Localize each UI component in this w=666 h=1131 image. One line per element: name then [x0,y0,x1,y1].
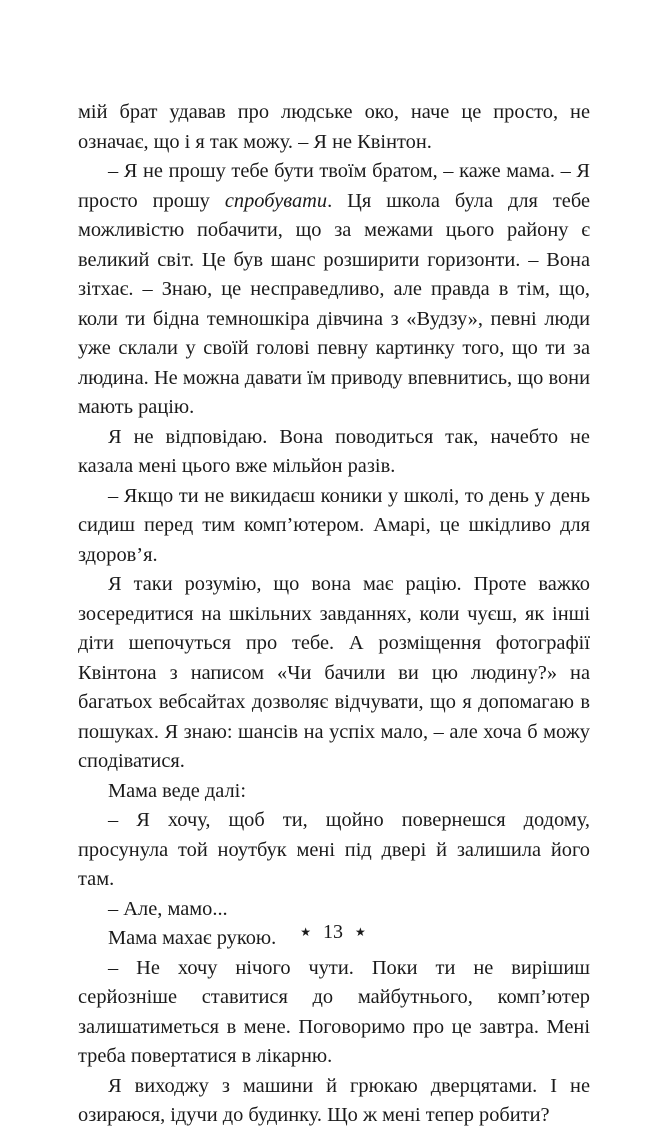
paragraph: Я таки розумію, що вона має рацію. Проте важко зосередитися на шкільних завданнях, коли чуєш, як інші діти шепочуться про тебе. А розміщення фотографії Квінтона з написом «Чи бачили ви цю людину?» на багатьох вебсайтах дозволяє відчувати, що я допомагаю в пошуках. Я знаю: шансів на успіх мало, – але хоча б можу сподіватися. [78,573,590,772]
emphasized-word: спробувати [224,189,328,212]
body-text [78,98,590,1131]
paragraph: мій брат удавав про людське око, наче це просто, не означає, що і я так можу. – Я не Квінтон. [78,101,590,153]
paragraph: Я не відповідаю. Вона поводиться так, начебто не казала мені цього вже мільйон разів. [78,425,590,477]
star-ornament-icon: ★ [355,924,366,939]
paragraph: Мама веде далі: [108,779,247,802]
paragraph: – Якщо ти не викидаєш коники у школі, то день у день сидиш перед тим комп’ютером. Амарі, це шкідливо для здоров’я. [78,484,590,566]
star-ornament-icon: ★ [300,924,311,939]
page-footer [0,921,666,944]
paragraph: Мама махає рукою. [108,927,277,949]
paragraph: Я виходжу з машини й грюкаю дверцятами. І не озираюся, ідучи до будинку. Що ж мені тепер робити? [78,1074,590,1126]
paragraph: – Але, мамо... [108,897,228,920]
paragraph-text: . Ця школа була для тебе можливістю побачити, що за межами цього району є великий світ. Це був шанс розширити горизонти. – Вона зітхає. – Знаю, це несправедливо, але правда в тім, що, коли ти бідна темношкіра дівчина з «Вудзу», певні люди уже склали у своїй голові певну картинку того, що ти за людина. Не можна давати їм приводу впевнитись, що вони мають рацію. [78,189,591,418]
paragraph [78,157,590,423]
paragraph: – Я хочу, щоб ти, щойно повернешся додому, просунула той ноутбук мені під двері й залишила його там. [78,809,590,890]
paragraph-text: – Я не прошу тебе бути твоїм братом, – каже мама. – Я просто прошу [78,160,590,212]
page-number: 13 [323,921,343,943]
paragraph: – Не хочу нічого чути. Поки ти не вирішиш серйозніше ставитися до майбутнього, комп’ютер залишатиметься в мене. Поговоримо про це завтра. Мені треба повертатися в лікарню. [78,956,590,1067]
